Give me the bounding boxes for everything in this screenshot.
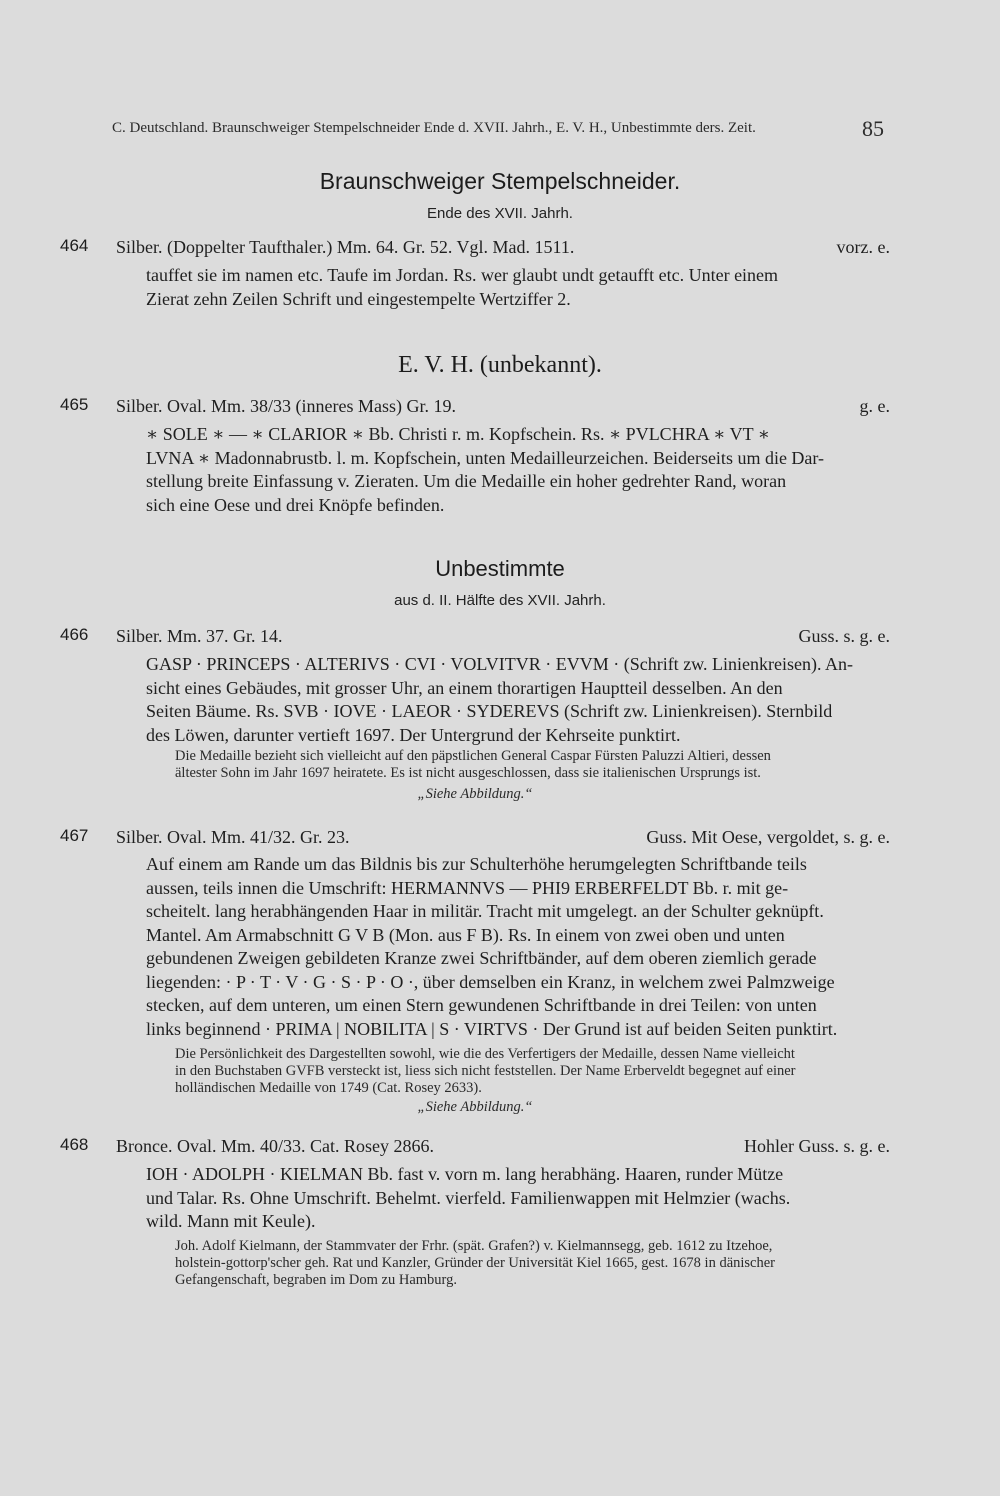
entry-body-line: sicht eines Gebäudes, mit grosser Uhr, an einem thorartigen Hauptteil desselben. An den: [146, 677, 783, 698]
entry-body-line: tauffet sie im namen etc. Taufe im Jordan. Rs. wer glaubt undt getaufft etc. Unter einem: [146, 265, 779, 285]
entry-body-line: und Talar. Rs. Ohne Umschrift. Behelmt. vierfeld. Familienwappen mit Helmzier (wachs.: [146, 1187, 791, 1208]
entry-body: [146, 423, 890, 517]
entry-note: [175, 1046, 890, 1097]
section-title: Unbestimmte: [435, 556, 565, 581]
entry-note: [175, 1238, 890, 1289]
entry-note-line: ältester Sohn im Jahr 1697 heiratete. Es ist nicht ausgeschlossen, dass sie italienischen Ursprungs ist.: [175, 765, 761, 781]
entry-grade: Guss. s. g. e.: [798, 626, 890, 646]
entry-head: Silber. Oval. Mm. 38/33 (inneres Mass) Gr. 19.: [116, 396, 456, 416]
running-head: C. Deutschland. Braunschweiger Stempelschneider Ende d. XVII. Jahrh., E. V. H., Unbestimmte ders. Zeit.: [112, 120, 756, 136]
entry-note-line: holländischen Medaille von 1749 (Cat. Rosey 2633).: [175, 1080, 482, 1096]
entry-note-line: in den Buchstaben GVFB versteckt ist, liess sich nicht feststellen. Der Name Erberveldt begegnet auf einer: [175, 1063, 796, 1079]
entry-note-line: Die Persönlichkeit des Dargestellten sowohl, wie die des Verfertigers der Medaille, dessen Name vielleicht: [175, 1046, 795, 1062]
entry-body-line: Auf einem am Rande um das Bildnis bis zur Schulterhöhe herumgelegten Schriftbande teils: [146, 854, 807, 874]
entry-grade: vorz. e.: [836, 237, 890, 257]
figure-reference: „Siehe Abbildung.“: [417, 1099, 533, 1115]
entry-body-line: ∗ SOLE ∗ — ∗ CLARIOR ∗ Bb. Christi r. m. Kopfschein. Rs. ∗ PVLCHRA ∗ VT ∗: [146, 424, 771, 444]
entry-body-line: GASP · PRINCEPS · ALTERIVS · CVI · VOLVITVR · EVVM · (Schrift zw. Linienkreisen). An-: [146, 654, 853, 674]
entry-note-line: holstein-gottorp'scher geh. Rat und Kanzler, Gründer der Universität Kiel 1665, gest. 1678 in dänischer: [175, 1255, 776, 1271]
figure-reference: „Siehe Abbildung.“: [417, 786, 533, 802]
section-subtitle: Ende des XVII. Jahrh.: [427, 205, 573, 222]
entry-body-line: aussen, teils innen die Umschrift: HERMANNVS — PHI9 ERBERFELDT Bb. r. mit ge-: [146, 877, 789, 898]
entry-body-line: stellung breite Einfassung v. Zieraten. Um die Medaille ein hoher gedrehter Rand, woran: [146, 471, 787, 491]
entry-grade: Guss. Mit Oese, vergoldet, s. g. e.: [646, 827, 890, 847]
entry-grade: g. e.: [859, 396, 890, 416]
entry-body: [146, 853, 890, 1041]
entry-note-line: Gefangenschaft, begraben im Dom zu Hamburg.: [175, 1272, 457, 1288]
entry-head: Bronce. Oval. Mm. 40/33. Cat. Rosey 2866.: [116, 1136, 434, 1156]
entry-body: [146, 264, 890, 311]
entry-body-line: Zierat zehn Zeilen Schrift und eingestempelte Wertziffer 2.: [146, 288, 571, 309]
entry-grade: Hohler Guss. s. g. e.: [744, 1136, 890, 1156]
entry-body-line: gebundenen Zweigen gebildeten Kranze zwei Schriftbänder, auf dem oberen ziemlich gerade: [146, 948, 817, 968]
entry-head: Silber. (Doppelter Taufthaler.) Mm. 64. Gr. 52. Vgl. Mad. 1511.: [116, 237, 575, 257]
entry-note: [175, 748, 890, 782]
entry-head: Silber. Mm. 37. Gr. 14.: [116, 626, 283, 646]
page-number: 85: [862, 116, 884, 141]
entry-body-line: LVNA ∗ Madonnabrustb. l. m. Kopfschein, unten Medailleurzeichen. Beiderseits um die Dar-: [146, 447, 825, 468]
entry-body-line: Seiten Bäume. Rs. SVB · IOVE · LAEOR · SYDEREVS (Schrift zw. Linienkreisen). Sternbild: [146, 701, 833, 721]
entry-body-line: Mantel. Am Armabschnitt G V B (Mon. aus F B). Rs. In einem von zwei oben und unten: [146, 924, 785, 945]
entry-body-line: IOH · ADOLPH · KIELMAN Bb. fast v. vorn m. lang herabhäng. Haaren, runder Mütze: [146, 1164, 784, 1184]
entry-number: 467: [60, 826, 89, 845]
entry-body-line: des Löwen, darunter vertieft 1697. Der Untergrund der Kehrseite punktirt.: [146, 724, 681, 745]
entry-note-line: Die Medaille bezieht sich vielleicht auf den päpstlichen General Caspar Fürsten Paluzzi Altieri, dessen: [175, 748, 771, 764]
entry-body: [146, 1163, 890, 1234]
entry-number: 468: [60, 1135, 89, 1154]
entry-body-line: scheitelt. lang herabhängenden Haar in militär. Tracht mit umgelegt. an der Schulter geknüpft.: [146, 901, 824, 921]
entry-body-line: stecken, auf dem unteren, um einen Stern gewundenen Schriftbande in drei Teilen: von unten: [146, 995, 817, 1015]
entry-number: 464: [60, 236, 89, 255]
entry-note-line: Joh. Adolf Kielmann, der Stammvater der Frhr. (spät. Grafen?) v. Kielmannsegg, geb. 1612 zu Itzehoe,: [175, 1238, 773, 1254]
entry-body: [146, 653, 890, 747]
section-title: Braunschweiger Stempelschneider.: [319, 168, 681, 194]
entry-head: Silber. Oval. Mm. 41/32. Gr. 23.: [116, 827, 350, 847]
entry-number: 465: [60, 395, 89, 414]
entry-number: 466: [60, 625, 89, 644]
entry-body-line: wild. Mann mit Keule).: [146, 1211, 316, 1231]
section-title: E. V. H. (unbekannt).: [398, 352, 602, 378]
entry-body-line: links beginnend · PRIMA | NOBILITA | S · VIRTVS · Der Grund ist auf beiden Seiten punktirt.: [146, 1018, 838, 1039]
entry-body-line: sich eine Oese und drei Knöpfe befinden.: [146, 494, 445, 515]
entry-body-line: liegenden: · P · T · V · G · S · P · O ·, über demselben ein Kranz, in welchem zwei Palmzweige: [146, 971, 835, 992]
section-subtitle: aus d. II. Hälfte des XVII. Jahrh.: [394, 592, 606, 609]
